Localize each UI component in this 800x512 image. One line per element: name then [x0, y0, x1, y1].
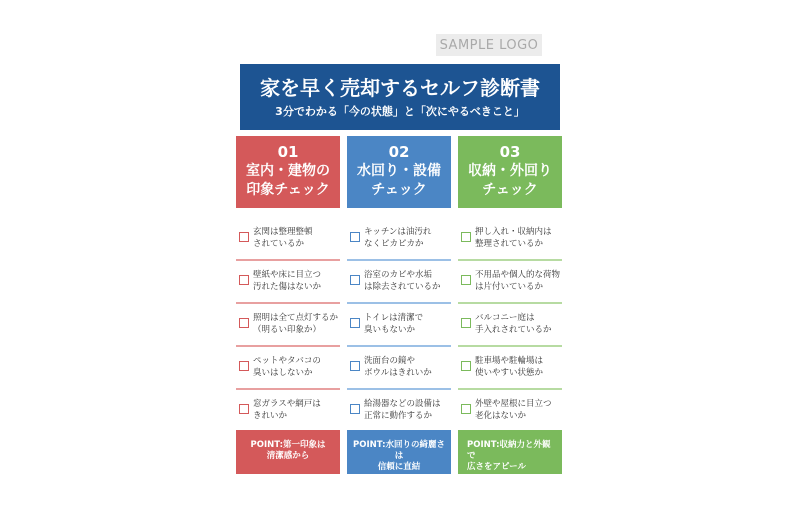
checkbox[interactable] — [239, 361, 249, 371]
checkbox[interactable] — [461, 275, 471, 285]
checklist-item-label: トイレは清潔で 臭いもないか — [364, 313, 424, 335]
checklist-item — [458, 261, 562, 304]
checklist-item — [236, 261, 340, 304]
checklist-item-label: 窓ガラスや網戸は きれいか — [253, 399, 321, 421]
checklist-item-label: 浴室のカビや水垢 は除去されているか — [364, 270, 441, 292]
checklist-item-label: 洗面台の鏡や ボウルはきれいか — [364, 356, 432, 378]
column-number: 03 — [499, 143, 521, 161]
checklist-item — [347, 390, 451, 433]
title-banner — [240, 64, 560, 130]
checklist-item-label: キッチンは油汚れ なくピカピカか — [364, 227, 432, 249]
column-title-line1: 収納・外回り — [468, 163, 552, 179]
checkbox[interactable] — [239, 404, 249, 414]
checklist-item-label: 不用品や個人的な荷物 は片付いているか — [475, 270, 561, 292]
column-interior — [236, 136, 340, 461]
checklist-item-label: 玄関は整理整頓 されているか — [253, 227, 313, 249]
point-box: POINT:水回りの綺麗さは 信頼に直結 — [347, 430, 451, 474]
checklist-item — [236, 390, 340, 433]
checkbox[interactable] — [350, 232, 360, 242]
checkbox[interactable] — [461, 232, 471, 242]
checkbox[interactable] — [239, 318, 249, 328]
checklist-item — [347, 261, 451, 304]
column-title-line2: チェック — [371, 182, 427, 198]
page-subtitle: 3分でわかる「今の状態」と「次にやるべきこと」 — [275, 105, 525, 118]
checklist-item-label: 照明は全て点灯するか（明るい印象か） — [253, 313, 339, 335]
column-header — [236, 136, 340, 208]
column-number: 01 — [277, 143, 299, 161]
checklist-item-label: 押し入れ・収納内は 整理されているか — [475, 227, 552, 249]
checklist-item — [347, 347, 451, 390]
checkbox[interactable] — [461, 318, 471, 328]
checklist-item — [347, 218, 451, 261]
checkbox[interactable] — [239, 275, 249, 285]
checklist-item — [236, 304, 340, 347]
checklist-item-label: バルコニー庭は 手入れされているか — [475, 313, 552, 335]
checklist-item — [458, 218, 562, 261]
point-box: POINT:収納力と外観で 広さをアピール — [458, 430, 562, 474]
checklist-item-label: 駐車場や駐輪場は 使いやすい状態か — [475, 356, 544, 378]
checklist-item — [458, 347, 562, 390]
checkbox[interactable] — [239, 232, 249, 242]
checklist-item — [458, 390, 562, 433]
column-title-line2: チェック — [482, 182, 538, 198]
column-number: 02 — [388, 143, 410, 161]
column-header — [458, 136, 562, 208]
column-water — [347, 136, 451, 472]
checkbox[interactable] — [350, 275, 360, 285]
checkbox[interactable] — [350, 318, 360, 328]
checklist-item — [236, 347, 340, 390]
checkbox[interactable] — [461, 361, 471, 371]
checkbox[interactable] — [461, 404, 471, 414]
column-title-line2: 印象チェック — [246, 182, 330, 198]
page-title: 家を早く売却するセルフ診断書 — [260, 76, 540, 100]
column-title-line1: 室内・建物の — [246, 163, 330, 179]
checklist-item — [236, 218, 340, 261]
checklist-item-label: ペットやタバコの 臭いはしないか — [253, 356, 321, 378]
sample-logo: SAMPLE LOGO — [436, 34, 542, 56]
checklist-item-label: 給湯器などの設備は 正常に動作するか — [364, 399, 441, 421]
point-box: POINT:第一印象は 清潔感から — [236, 430, 340, 474]
column-header — [347, 136, 451, 208]
checklist-item-label: 壁紙や床に目立つ 汚れた傷はないか — [253, 270, 322, 292]
checklist-item — [458, 304, 562, 347]
column-title-line1: 水回り・設備 — [357, 163, 441, 179]
checklist-item-label: 外壁や屋根に目立つ 老化はないか — [475, 399, 552, 421]
checkbox[interactable] — [350, 404, 360, 414]
checkbox[interactable] — [350, 361, 360, 371]
checklist-item — [347, 304, 451, 347]
column-storage — [458, 136, 562, 472]
